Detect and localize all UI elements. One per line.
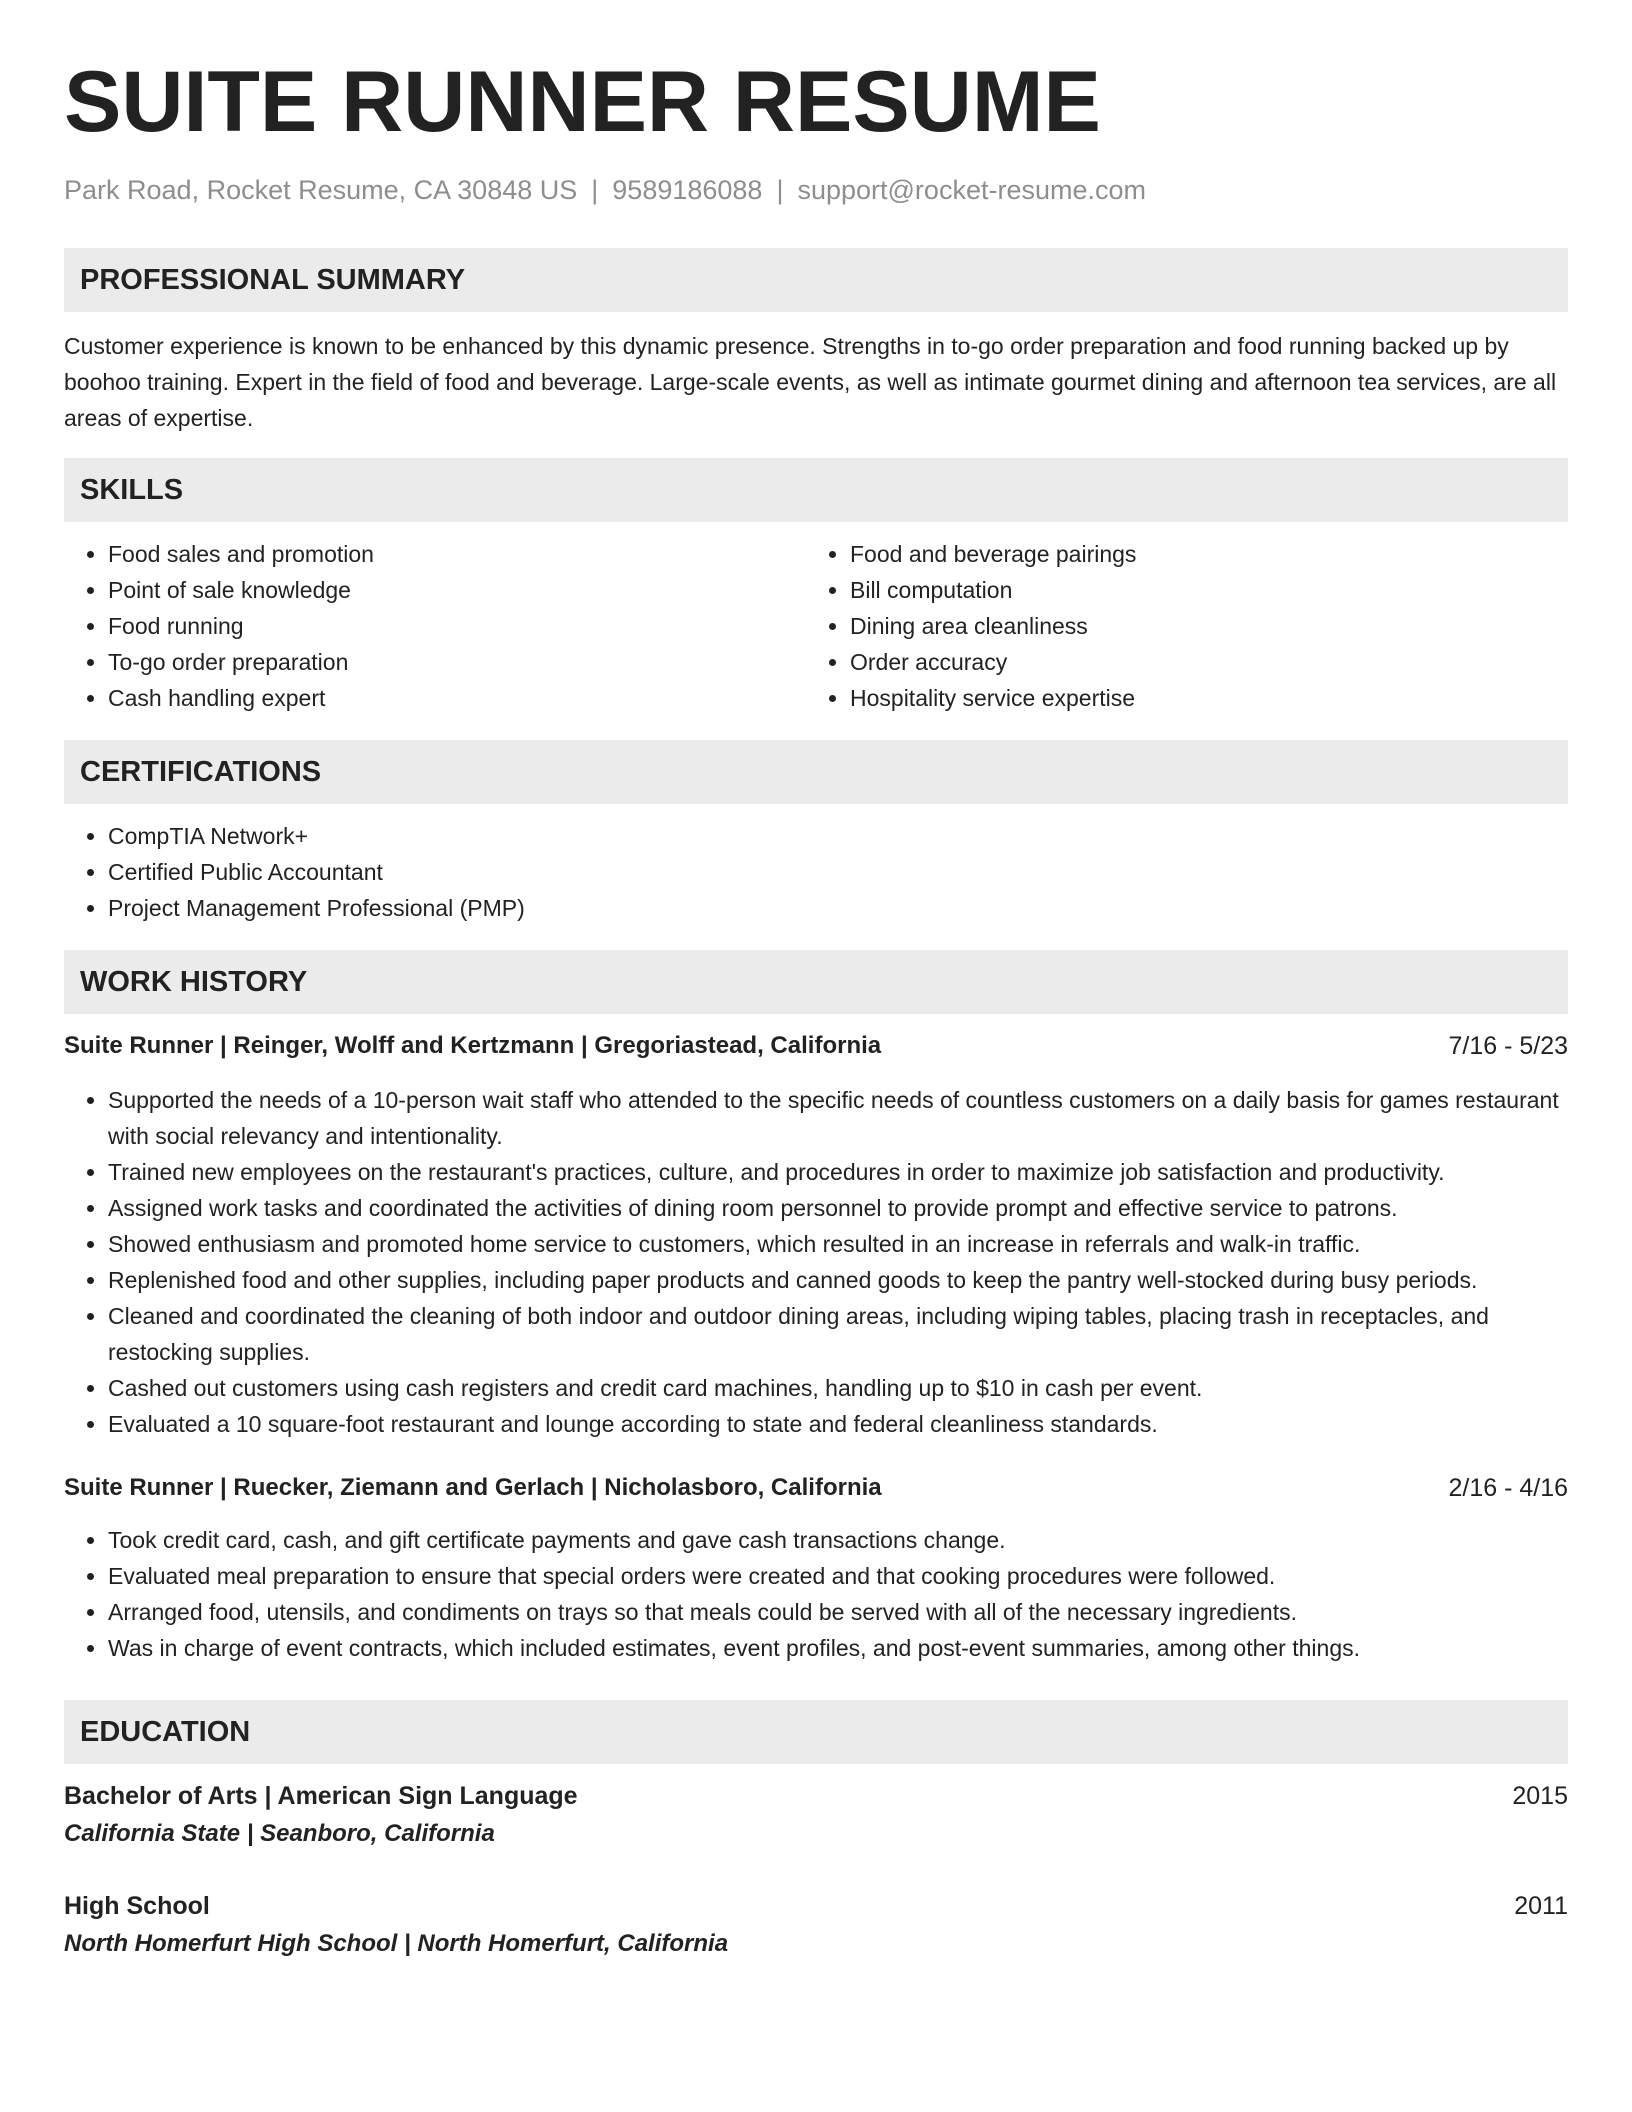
certification-item: • Certified Public Accountant bbox=[108, 854, 1568, 890]
resume-title: SUITE RUNNER RESUME bbox=[64, 54, 1101, 150]
skill-item: • Hospitality service expertise bbox=[850, 680, 1548, 716]
education-degree: Bachelor of Arts | American Sign Language bbox=[64, 1782, 578, 1810]
education-year: 2011 bbox=[1514, 1892, 1568, 1920]
education-entry bbox=[64, 1888, 1568, 1962]
job-bullet: • Showed enthusiasm and promoted home service to customers, which resulted in an increase in referrals and walk-in traffic. bbox=[108, 1226, 1568, 1262]
job-bullet: • Supported the needs of a 10-person wait staff who attended to the specific needs of countless customers on a daily basis for games restaurant with social relevancy and intentionality. bbox=[108, 1082, 1568, 1154]
email: support@rocket-resume.com bbox=[797, 175, 1146, 205]
skill-item: • Food and beverage pairings bbox=[850, 536, 1548, 572]
work-history-heading: WORK HISTORY bbox=[64, 950, 1568, 1014]
education-entry bbox=[64, 1778, 1568, 1852]
job-dates: 7/16 - 5/23 bbox=[1448, 1032, 1568, 1060]
job-bullets bbox=[64, 1082, 1568, 1442]
contact-separator: | bbox=[591, 175, 599, 205]
job-bullet: • Replenished food and other supplies, including paper products and canned goods to keep the pantry well-stocked during busy periods. bbox=[108, 1262, 1568, 1298]
education-heading: EDUCATION bbox=[64, 1700, 1568, 1764]
address: Park Road, Rocket Resume, CA 30848 US bbox=[64, 175, 578, 205]
skills-list bbox=[64, 536, 1568, 716]
skill-item: • Dining area cleanliness bbox=[850, 608, 1548, 644]
skills-column-left bbox=[64, 536, 806, 716]
education-school: North Homerfurt High School | North Homerfurt, California bbox=[64, 1930, 729, 1957]
summary-heading: PROFESSIONAL SUMMARY bbox=[64, 248, 1568, 312]
contact-separator: | bbox=[776, 175, 784, 205]
job-bullet: • Evaluated a 10 square-foot restaurant and lounge according to state and federal cleanliness standards. bbox=[108, 1406, 1568, 1442]
job-bullet: • Trained new employees on the restaurant's practices, culture, and procedures in order to maximize job satisfaction and productivity. bbox=[108, 1154, 1568, 1190]
skill-item: • To-go order preparation bbox=[108, 644, 806, 680]
skill-item: • Order accuracy bbox=[850, 644, 1548, 680]
skills-heading: SKILLS bbox=[64, 458, 1568, 522]
skill-item: • Point of sale knowledge bbox=[108, 572, 806, 608]
skills-column-right bbox=[806, 536, 1548, 716]
job-bullet: • Assigned work tasks and coordinated the activities of dining room personnel to provide prompt and effective service to patrons. bbox=[108, 1190, 1568, 1226]
job-title: Suite Runner | Ruecker, Ziemann and Gerlach | Nicholasboro, California bbox=[64, 1474, 882, 1501]
job-bullet: • Arranged food, utensils, and condiments on trays so that meals could be served with all of the necessary ingredients. bbox=[108, 1594, 1568, 1630]
job-header bbox=[64, 1470, 1568, 1506]
skill-item: • Food sales and promotion bbox=[108, 536, 806, 572]
education-header bbox=[64, 1888, 1568, 1925]
job-bullet: • Cleaned and coordinated the cleaning of both indoor and outdoor dining areas, including wiping tables, placing trash in receptacles, and restocking supplies. bbox=[108, 1298, 1568, 1370]
job-bullet: • Took credit card, cash, and gift certificate payments and gave cash transactions change. bbox=[108, 1522, 1568, 1558]
education-year: 2015 bbox=[1512, 1782, 1568, 1810]
skill-item: • Food running bbox=[108, 608, 806, 644]
education-header bbox=[64, 1778, 1568, 1815]
certification-item: • CompTIA Network+ bbox=[108, 818, 1568, 854]
job-entry bbox=[64, 1470, 1568, 1666]
certification-item: • Project Management Professional (PMP) bbox=[108, 890, 1568, 926]
skill-item: • Bill computation bbox=[850, 572, 1548, 608]
phone: 9589186088 bbox=[612, 175, 763, 205]
job-title: Suite Runner | Reinger, Wolff and Kertzmann | Gregoriastead, California bbox=[64, 1032, 882, 1059]
job-bullets bbox=[64, 1522, 1568, 1666]
job-bullet: • Cashed out customers using cash registers and credit card machines, handling up to $10 in cash per event. bbox=[108, 1370, 1568, 1406]
certifications-list bbox=[64, 818, 1568, 926]
certifications-heading: CERTIFICATIONS bbox=[64, 740, 1568, 804]
job-dates: 2/16 - 4/16 bbox=[1448, 1474, 1568, 1502]
job-bullet: • Evaluated meal preparation to ensure that special orders were created and that cooking procedures were followed. bbox=[108, 1558, 1568, 1594]
job-entry bbox=[64, 1028, 1568, 1442]
contact-line bbox=[64, 172, 1568, 208]
job-bullet: • Was in charge of event contracts, which included estimates, event profiles, and post-event summaries, among other things. bbox=[108, 1630, 1568, 1666]
resume-page bbox=[64, 52, 1568, 1962]
job-header bbox=[64, 1028, 1568, 1064]
summary-text: Customer experience is known to be enhanced by this dynamic presence. Strengths in to-go order preparation and food running backed up by boohoo training. Expert in the field of food and beverage. Large-scale events, as well as intimate gourmet dining and afternoon tea services, are all areas of expertise. bbox=[64, 333, 1557, 431]
education-school: California State | Seanboro, California bbox=[64, 1820, 495, 1847]
education-degree: High School bbox=[64, 1892, 210, 1920]
skill-item: • Cash handling expert bbox=[108, 680, 806, 716]
